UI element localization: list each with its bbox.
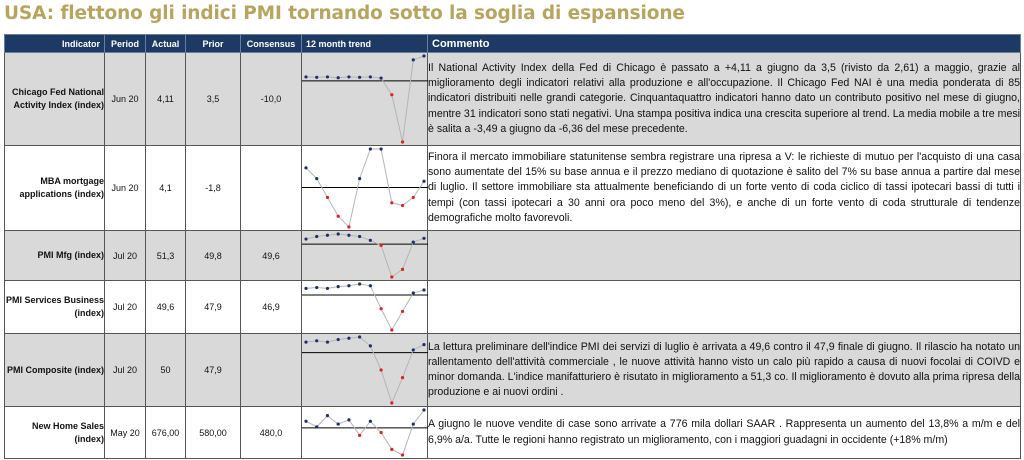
header-period: Period [105,35,146,53]
sparkline-point [401,140,404,143]
sparkline-point [326,340,329,343]
sparkline-point [315,76,318,79]
sparkline-chart [302,53,428,145]
page-title: USA: flettono gli indici PMI tornando sotto la soglia di espansione [4,3,685,24]
header-indicator: Indicator [5,35,105,53]
sparkline-point [369,284,372,287]
trend-cell [302,334,428,407]
sparkline-point [315,339,318,342]
sparkline-point [347,337,350,340]
indicator-name: Chicago Fed National Activity Index (index) [5,53,105,146]
sparkline-point [347,234,350,237]
prior-value: 47,9 [186,281,241,334]
header-trend: 12 month trend [302,35,428,53]
sparkline-point [369,75,372,78]
sparkline-point [379,368,382,371]
sparkline-point [422,237,425,240]
consensus-value: 46,9 [241,281,302,334]
sparkline-point [337,422,340,425]
sparkline-point [390,93,393,96]
sparkline-point [379,431,382,434]
prior-value: 47,9 [186,334,241,407]
indicator-name: PMI Services Business (index) [5,281,105,334]
sparkline-point [390,275,393,278]
indicator-name: PMI Mfg (index) [5,231,105,281]
sparkline-point [358,76,361,79]
actual-value: 676,00 [146,407,186,459]
sparkline-point [304,237,307,240]
sparkline-point [326,196,329,199]
prior-value: -1,8 [186,146,241,231]
table-row [5,281,1021,334]
comment-text [428,231,1021,281]
actual-value: 49,6 [146,281,186,334]
period-value: May 20 [105,407,146,459]
sparkline-point [304,166,307,169]
sparkline-point [337,232,340,235]
sparkline-point [304,75,307,78]
sparkline-chart [302,407,428,458]
trend-cell [302,281,428,334]
sparkline-point [347,225,350,228]
sparkline-trend-line [306,410,424,455]
sparkline-chart [302,146,428,230]
table-row [5,334,1021,407]
sparkline-point [412,196,415,199]
actual-value: 51,3 [146,231,186,281]
actual-value: 4,1 [146,146,186,231]
trend-cell [302,231,428,281]
consensus-value [241,146,302,231]
sparkline-point [401,376,404,379]
sparkline-point [326,234,329,237]
trend-cell [302,407,428,459]
sparkline-point [304,420,307,423]
comment-text [428,281,1021,334]
sparkline-point [422,408,425,411]
sparkline-trend-line [306,284,424,330]
sparkline-trend-line [306,234,424,277]
actual-value: 4,11 [146,53,186,146]
sparkline-point [401,453,404,456]
sparkline-point [347,75,350,78]
sparkline-point [412,240,415,243]
sparkline-point [390,201,393,204]
period-value: Jul 20 [105,231,146,281]
sparkline-point [337,285,340,288]
pmi-indicators-table [4,34,1021,459]
sparkline-point [379,307,382,310]
sparkline-point [390,328,393,331]
sparkline-point [347,418,350,421]
sparkline-point [369,420,372,423]
sparkline-point [422,54,425,57]
sparkline-point [337,338,340,341]
sparkline-point [337,76,340,79]
indicator-name: PMI Composite (index) [5,334,105,407]
sparkline-point [422,288,425,291]
sparkline-chart [302,231,428,280]
sparkline-point [347,284,350,287]
sparkline-point [401,310,404,313]
comment-text: A giugno le nuove vendite di case sono arrivate a 776 mila dollari SAAR . Rappresenta un aumento del 13,8% a m/m e del 6,9% a/a. Tutte le regioni hanno registrato un miglioramento, con i maggiori guadagni in occidente (+18% m/m) [428,407,1021,459]
table-row [5,407,1021,459]
sparkline-point [412,291,415,294]
sparkline-point [358,282,361,285]
sparkline-point [401,204,404,207]
consensus-value [241,334,302,407]
header-actual: Actual [146,35,186,53]
sparkline-chart [302,334,428,406]
sparkline-point [358,177,361,180]
consensus-value: 49,6 [241,231,302,281]
sparkline-point [358,335,361,338]
comment-text: La lettura preliminare dell'indice PMI dei servizi di luglio è arrivata a 49,6 contro il 47,9 finale di giugno. Il rilascio ha notato un rallentamento dell'attività commerciale , le nuove attività hanno visto un calo più rapido a causa di nuovi focolai di COIVD e minor domanda. L'indice manifatturiero è risutato in miglioramento a 51,3 co. Il miglioramento è dovuto alla prima ripresa della produzione e ai nuovi ordini . [428,334,1021,407]
sparkline-point [358,235,361,238]
header-prior: Prior [186,35,241,53]
header-comment: Commento [428,35,1021,53]
period-value: Jul 20 [105,334,146,407]
sparkline-point [326,75,329,78]
sparkline-point [422,180,425,183]
sparkline-point [315,177,318,180]
sparkline-point [412,422,415,425]
sparkline-point [326,287,329,290]
period-value: Jun 20 [105,146,146,231]
sparkline-point [412,58,415,61]
sparkline-chart [302,281,428,333]
prior-value: 3,5 [186,53,241,146]
consensus-value: 480,0 [241,407,302,459]
prior-value: 49,8 [186,231,241,281]
sparkline-point [379,76,382,79]
indicator-name: MBA mortgage applications (index) [5,146,105,231]
sparkline-point [390,401,393,404]
sparkline-point [401,268,404,271]
sparkline-trend-line [306,56,424,142]
sparkline-point [304,287,307,290]
indicator-name: New Home Sales (index) [5,407,105,459]
comment-text: Finora il mercato immobiliare statunitense sembra registrare una ripresa a V: le richieste di mutuo per l'acquisto di una casa sono aumentate del 15% su base annua e il prezzo mediano di quotazione è salito del 7% su base annua a partire dal mese di luglio. Il settore immobiliare sta attualmente beneficiando di un forte vento di coda ciclico di tassi ipotecari bassi di tutti i tempi (con tassi ipotecari a 30 anni ora poco meno del 3%), e anche di un forte vento di coda strutturale di tendenze demografiche molto favorevoli. [428,146,1021,231]
sparkline-point [326,414,329,417]
header-consensus: Consensus [241,35,302,53]
sparkline-point [315,235,318,238]
sparkline-point [379,147,382,150]
trend-cell [302,53,428,146]
sparkline-point [369,147,372,150]
sparkline-point [379,244,382,247]
period-value: Jun 20 [105,53,146,146]
sparkline-point [422,343,425,346]
table-header-row [5,35,1021,53]
table-row [5,53,1021,146]
sparkline-point [304,340,307,343]
sparkline-point [358,434,361,437]
period-value: Jul 20 [105,281,146,334]
sparkline-point [369,239,372,242]
consensus-value: -10,0 [241,53,302,146]
sparkline-trend-line [306,337,424,403]
sparkline-point [369,344,372,347]
trend-cell [302,146,428,231]
sparkline-point [412,348,415,351]
comment-text: Il National Activity Index della Fed di Chicago è passato a +4,11 a giugno da 3,5 (rivisto da 2,61) a maggio, grazie al miglioramento degli indicatori relativi alla produzione e all'occupazione. Il Chicago Fed NAI è una media ponderata di 85 indicatori distribuiti nelle grandi categorie. Cinquantaquattro indicatori hanno dato un contributo positivo nel mese di giugno, mentre 31 indicatori sono stati negativi. Una stampa positiva indica una crescita superiore al trend. La media mobile a tre mesi è salita a -3,49 a giugno da -6,36 del mese precedente. [428,53,1021,146]
table-row [5,231,1021,281]
sparkline-point [337,215,340,218]
prior-value: 580,00 [186,407,241,459]
sparkline-point [315,286,318,289]
table-row [5,146,1021,231]
sparkline-point [390,448,393,451]
actual-value: 50 [146,334,186,407]
sparkline-point [315,425,318,428]
